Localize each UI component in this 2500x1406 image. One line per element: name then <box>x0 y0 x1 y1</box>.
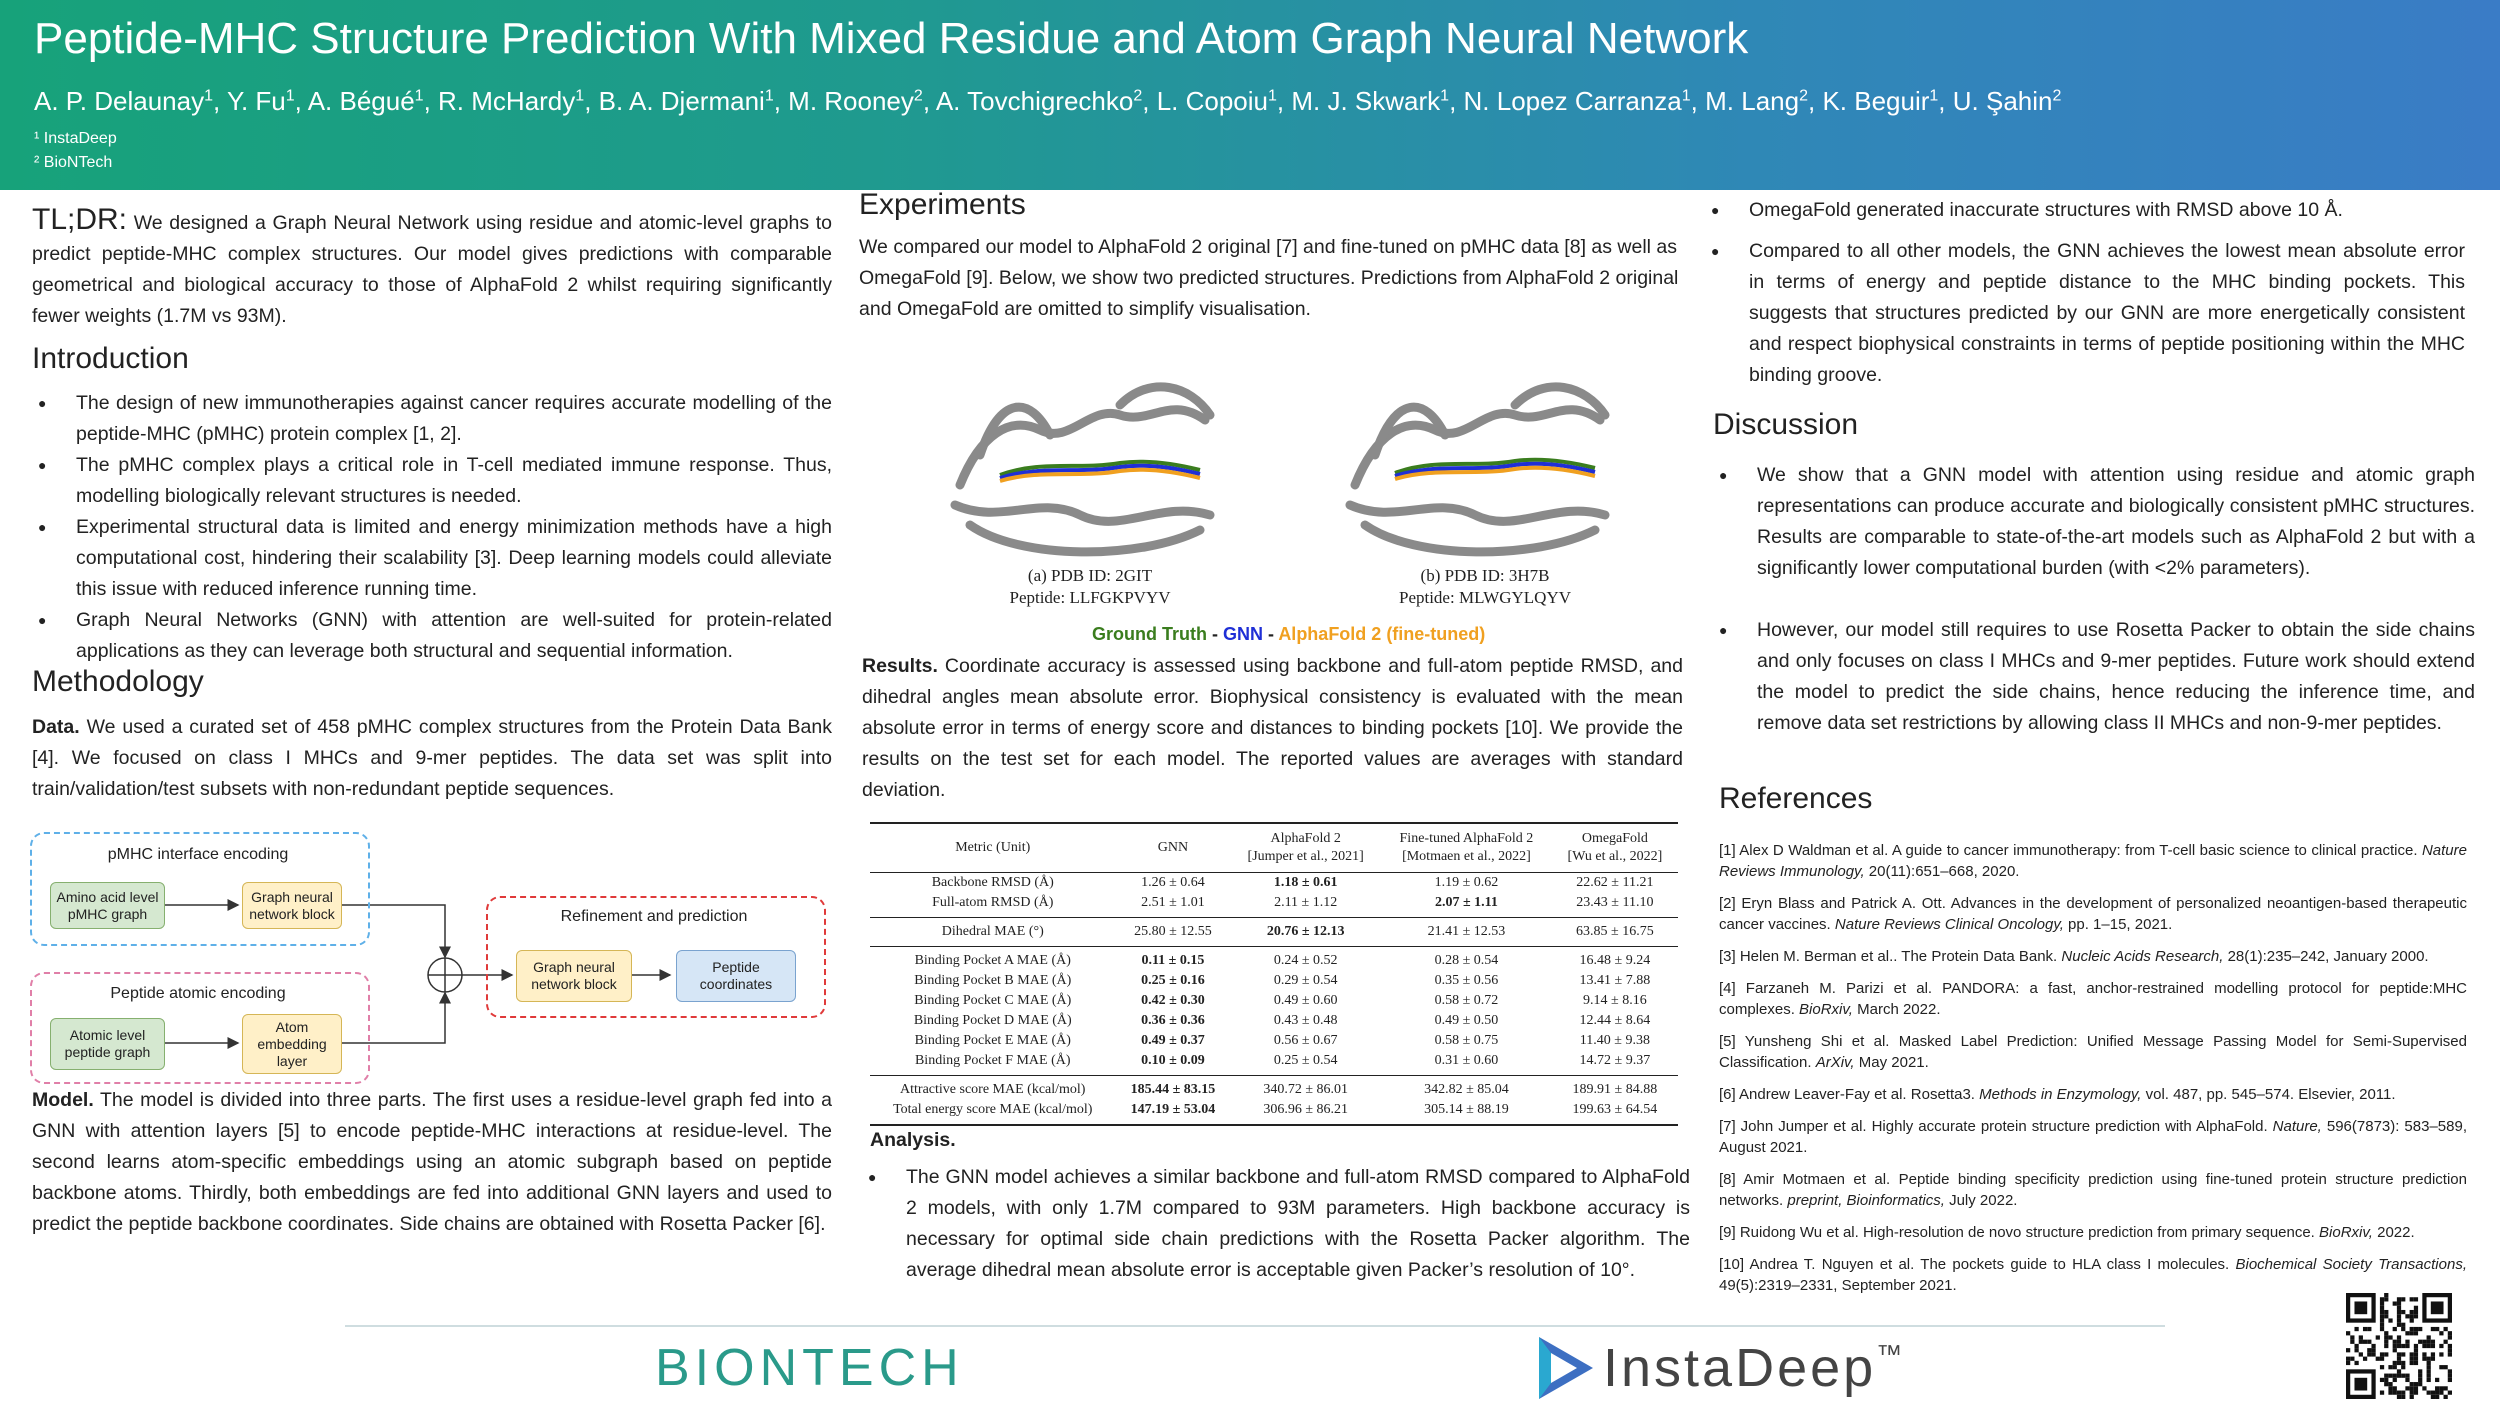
table-value-cell: 0.49 ± 0.60 <box>1273 993 1338 1008</box>
table-metric-cell: Binding Pocket A MAE (Å) <box>870 947 1116 972</box>
reference-text: [9] Ruidong Wu et al. High-resolution de novo structure prediction from primary sequence. <box>1719 1224 2320 1241</box>
author-name: L. Copoiu <box>1156 86 1269 116</box>
table-metric-cell: Binding Pocket F MAE (Å) <box>914 1053 1071 1068</box>
discussion-bullet: ● We show that a GNN model with attention using residue and atomic graph representations can produce accurate and biologically consistent pMHC structures. Results are comparable to state-of-the-art models such as AlphaFold 2 but with a significantly lower computational burden (with <2% parameters). <box>1713 460 2475 584</box>
figure-a-pdb: (a) PDB ID: 2GIT <box>1027 566 1153 585</box>
table-header-label: AlphaFold 2 <box>1270 831 1341 846</box>
reference-details: 2022. <box>2372 1224 2415 1241</box>
table-value-cell: 0.56 ± 0.67 <box>1273 1033 1338 1048</box>
reference-item <box>1719 893 2467 935</box>
table-value-cell: 2.11 ± 1.12 <box>1274 895 1338 910</box>
table-value-cell: 2.51 ± 1.01 <box>1141 895 1205 910</box>
reference-item <box>1719 1222 2467 1243</box>
reference-details: 20(11):651–668, 2020. <box>1864 863 2020 880</box>
table-value-cell: 0.29 ± 0.54 <box>1273 973 1338 988</box>
peptide-coordinates-box: Peptide coordinates <box>676 950 796 1002</box>
author-list: A. P. Delaunay$^1$, Y. Fu$^1$, A. Bégué$^1$, R. McHardy$^1$, B. A. Djermani$^1$, M. Rooney$^2$, A. Tovchigrechko$^2$, L. Copoiu$^1$, M. J. Skwark$^1$, N. Lopez Carranza$^1$, M. Lang$^2$, K. Beguir$^1$, U. Şahin$^2$ <box>34 86 2062 116</box>
reference-text: [3] Helen M. Berman et al.. The Protein Data Bank. <box>1719 948 2062 965</box>
author-affiliation-mark: 1 <box>414 87 424 105</box>
structure-image-3h7b <box>1335 375 1635 565</box>
reference-item <box>1719 1116 2467 1158</box>
author-name: U. Şahin <box>1952 86 2053 116</box>
reference-venue: ArXiv, <box>1815 1054 1855 1071</box>
reference-venue: BioRxiv, <box>2319 1224 2373 1241</box>
table-value-cell: 63.85 ± 16.75 <box>1552 918 1678 947</box>
table-metric-cell: Attractive score MAE (kcal/mol) <box>870 1076 1116 1101</box>
structure-legend <box>1092 624 1485 645</box>
table-value-cell: 0.43 ± 0.48 <box>1273 1013 1338 1028</box>
table-metric-cell: Binding Pocket D MAE (Å) <box>913 1013 1072 1028</box>
intro-bullet: ● Experimental structural data is limited and energy minimization methods have a high computational cost, hindering their scalability [3]. Deep learning models could alleviate this issue with reduced inference running time. <box>32 512 832 605</box>
author-name: A. Tovchigrechko <box>935 86 1134 116</box>
refinement-gnn-box: Graph neural network block <box>516 950 632 1002</box>
table-value-cell: 147.19 ± 53.04 <box>1130 1102 1216 1117</box>
figure-a-peptide: Peptide: LLFGKPVYV <box>1009 588 1171 607</box>
reference-item <box>1719 1169 2467 1211</box>
table-value-cell: 1.26 ± 0.64 <box>1141 875 1205 890</box>
discussion-heading: Discussion <box>1713 408 1859 441</box>
model-label: Model. <box>32 1089 94 1111</box>
author-affiliation-mark: 1 <box>1440 87 1450 105</box>
atomic-encoding-title: Peptide atomic encoding <box>110 985 286 1002</box>
methodology-heading: Methodology <box>32 665 204 698</box>
table-row <box>870 918 1678 947</box>
structure-image-2git <box>940 375 1240 565</box>
references-list <box>1719 840 2467 1307</box>
affiliation-2: ² BioNTech <box>34 154 113 171</box>
table-value-cell: 23.43 ± 11.10 <box>1576 895 1654 910</box>
figure-b-pdb: (b) PDB ID: 3H7B <box>1420 566 1550 585</box>
pmhc-encoding-title: pMHC interface encoding <box>107 846 289 863</box>
qr-code[interactable] <box>2346 1293 2452 1399</box>
table-value-cell: 0.25 ± 0.16 <box>1141 973 1205 988</box>
discussion-bullet: ● However, our model still requires to use Rosetta Packer to obtain the side chains and only focuses on class I MHCs and 9-mer peptides. Future work should extend the model to predict the side chains, hence reducing the inference time, and remove data set restrictions by allowing class II MHCs and non-9-mer peptides. <box>1713 615 2475 739</box>
table-row <box>870 893 1678 918</box>
author-affiliation-mark: 2 <box>1799 87 1808 105</box>
reference-venue: Nature Reviews Clinical Oncology, <box>1834 916 2064 933</box>
table-header-citation: [Jumper et al., 2021] <box>1247 849 1364 864</box>
reference-venue: Methods in Enzymology, <box>1979 1086 2142 1103</box>
table-row <box>870 971 1678 991</box>
table-header-cell <box>870 823 1116 873</box>
references-heading: References <box>1719 782 1873 815</box>
findings-bullet: ● Compared to all other models, the GNN achieves the lowest mean absolute error in terms of energy and peptide distance to the MHC binding pockets. This suggests that structures predicted by our GNN are more energetically consistent and respect biophysical constraints in terms of peptide positioning within the MHC binding groove. <box>1705 236 2465 391</box>
table-header-row <box>870 823 1678 873</box>
legend-separator: - <box>1262 624 1279 644</box>
figure-caption-a <box>960 565 1220 609</box>
author-affiliation-mark: 1 <box>764 87 774 105</box>
author-affiliation-mark: 1 <box>575 87 585 105</box>
reference-text: [5] Yunsheng Shi et al. Masked Label Prediction: Unified Message Passing Model for Semi-Supervised Classification. <box>1719 1033 2467 1071</box>
data-text: We used a curated set of 458 pMHC complex structures from the Protein Data Bank [4]. We focused on class I MHCs and 9-mer peptides. The data set was split into train/validation/test subsets with non-redundant peptide sequences. <box>32 716 833 800</box>
table-metric-cell: Binding Pocket E MAE (Å) <box>914 1033 1071 1048</box>
tldr-text: We designed a Graph Neural Network using residue and atomic-level graphs to predict peptide-MHC complex structures. Our model gives predictions with comparable geometrical and biological accuracy to those of AlphaFold 2 whilst requiring significantly fewer weights (1.7M vs 93M). <box>32 212 833 327</box>
table-value-cell: 0.28 ± 0.54 <box>1381 947 1552 972</box>
atom-embedding-box: Atom embedding layer <box>242 1014 342 1074</box>
introduction-heading: Introduction <box>32 342 189 375</box>
reference-text: [2] Eryn Blass and Patrick A. Ott. Advances in the development of personalized neoantigen-based therapeutic cancer vaccines. <box>1719 895 2467 933</box>
table-row <box>870 1051 1678 1076</box>
table-value-cell: 16.48 ± 9.24 <box>1552 947 1678 972</box>
table-value-cell: 11.40 ± 9.38 <box>1579 1033 1650 1048</box>
table-value-cell: 0.49 ± 0.50 <box>1434 1013 1499 1028</box>
reference-item <box>1719 1031 2467 1073</box>
instadeep-logo-text: InstaDeep <box>1603 1338 1877 1398</box>
table-value-cell: 25.80 ± 12.55 <box>1116 918 1231 947</box>
findings-bullet: ● OmegaFold generated inaccurate structures with RMSD above 10 Å. <box>1705 195 2465 226</box>
reference-venue: Nature Reviews Immunology, <box>1719 842 2467 880</box>
reference-details: 28(1):235–242, January 2000. <box>2223 948 2429 965</box>
table-row <box>870 1100 1678 1125</box>
reference-text: [8] Amir Motmaen et al. Peptide binding specificity prediction using fine-tuned protein structure prediction networks. <box>1719 1171 2467 1209</box>
author-affiliation-mark: 1 <box>204 87 213 105</box>
author-affiliation-mark: 1 <box>1929 87 1939 105</box>
methodology-data <box>32 712 832 805</box>
author-affiliation-mark: 2 <box>2052 87 2062 105</box>
poster-header <box>0 0 2500 190</box>
author-name: K. Beguir <box>1822 86 1930 116</box>
reference-item <box>1719 978 2467 1020</box>
reference-item <box>1719 1254 2467 1296</box>
reference-venue: preprint, Bioinformatics, <box>1787 1192 1945 1209</box>
table-value-cell: 0.35 ± 0.56 <box>1434 973 1499 988</box>
table-value-cell: 0.10 ± 0.09 <box>1141 1053 1205 1068</box>
reference-text: [4] Farzaneh M. Parizi et al. PANDORA: a fast, anchor-restrained modelling protocol for peptide:MHC complexes. <box>1719 980 2467 1018</box>
biontech-logo-text: BIONTECH <box>655 1339 964 1397</box>
poster-title: Peptide-MHC Structure Prediction With Mixed Residue and Atom Graph Neural Network <box>34 14 1749 63</box>
results-label: Results. <box>862 655 938 677</box>
table-row <box>870 947 1678 972</box>
amino-acid-graph-box: Amino acid level pMHC graph <box>50 882 165 929</box>
legend-separator: - <box>1206 624 1223 644</box>
table-value-cell: 199.63 ± 64.54 <box>1572 1102 1658 1117</box>
author-affiliation-mark: 1 <box>1268 87 1277 105</box>
author-affiliation-mark: 2 <box>913 87 923 105</box>
analysis-label-block <box>870 1125 956 1156</box>
biontech-logo <box>655 1338 964 1398</box>
author-name: M. Rooney <box>788 86 914 116</box>
analysis-bullet: ● The GNN model achieves a similar backbone and full-atom RMSD compared to AlphaFold 2 models, with only 1.7M compared to 93M parameters. High backbone accuracy is necessary for optimal side chain predictions with the Rosetta Packer algorithm. The average dihedral mean absolute error is acceptable given Packer’s resolution of 10°. <box>862 1162 1690 1286</box>
legend-ground-truth: Ground Truth <box>1092 624 1207 644</box>
table-row <box>870 873 1678 894</box>
model-architecture-diagram <box>30 830 830 1080</box>
instadeep-mark-icon <box>1535 1335 1597 1401</box>
table-value-cell: 0.11 ± 0.15 <box>1116 947 1231 972</box>
table-value-cell: 12.44 ± 8.64 <box>1579 1013 1651 1028</box>
analysis-list <box>862 1162 1690 1286</box>
reference-venue: Nucleic Acids Research, <box>2061 948 2224 965</box>
table-value-cell: 20.76 ± 12.13 <box>1230 918 1381 947</box>
author-name: B. A. Djermani <box>598 86 765 116</box>
author-affiliation-mark: 1 <box>1681 87 1691 105</box>
table-value-cell: 9.14 ± 8.16 <box>1583 993 1647 1008</box>
affiliation-1: ¹ InstaDeep <box>34 130 117 147</box>
reference-details: 596(7873): 583–589, August 2021. <box>1719 1118 2467 1156</box>
discussion-list <box>1713 460 2475 739</box>
table-value-cell: 306.96 ± 86.21 <box>1263 1102 1349 1117</box>
table-header-cell <box>1381 823 1552 873</box>
introduction-list <box>32 388 832 667</box>
author-name: Y. Fu <box>226 86 286 116</box>
instadeep-trademark: ™ <box>1876 1339 1903 1369</box>
table-metric-cell: Binding Pocket C MAE (Å) <box>914 993 1072 1008</box>
table-value-cell: 0.24 ± 0.52 <box>1230 947 1381 972</box>
reference-text: [10] Andrea T. Nguyen et al. The pockets guide to HLA class I molecules. <box>1719 1256 2236 1273</box>
reference-details: vol. 487, pp. 545–574. Elsevier, 2011. <box>2141 1086 2396 1103</box>
experiments-intro-text: We compared our model to AlphaFold 2 original [7] and fine-tuned on pMHC data [8] as well as OmegaFold [9]. Below, we show two predicted structures. Predictions from AlphaFold 2 original and OmegaFold are omitted to simplify visualisation. <box>859 236 1679 320</box>
table-value-cell: 305.14 ± 88.19 <box>1424 1102 1509 1117</box>
author-affiliation-mark: 1 <box>285 87 295 105</box>
table-value-cell: 0.36 ± 0.36 <box>1141 1013 1205 1028</box>
results-paragraph <box>862 651 1683 806</box>
reference-details: July 2022. <box>1944 1192 2018 1209</box>
reference-item <box>1719 1084 2467 1105</box>
author-name: R. McHardy <box>438 86 576 116</box>
table-header-cell <box>1230 823 1381 873</box>
reference-details: pp. 1–15, 2021. <box>2063 916 2173 933</box>
legend-alphafold: AlphaFold 2 (fine-tuned) <box>1278 624 1486 644</box>
table-value-cell: 0.58 ± 0.72 <box>1434 993 1499 1008</box>
data-label: Data. <box>32 716 80 738</box>
table-value-cell: 340.72 ± 86.01 <box>1230 1076 1381 1101</box>
footer-divider <box>345 1325 2165 1327</box>
atomic-graph-box: Atomic level peptide graph <box>50 1018 165 1070</box>
table-value-cell: 22.62 ± 11.21 <box>1576 875 1654 890</box>
reference-item <box>1719 946 2467 967</box>
experiments-intro <box>859 232 1683 325</box>
reference-text: [6] Andrew Leaver-Fay et al. Rosetta3. <box>1719 1086 1980 1103</box>
author-name: A. P. Delaunay <box>34 86 205 116</box>
reference-details: May 2021. <box>1854 1054 1929 1071</box>
table-row <box>870 1031 1678 1051</box>
experiments-heading: Experiments <box>859 188 1026 221</box>
table-value-cell: 13.41 ± 7.88 <box>1579 973 1651 988</box>
col3-bullets <box>1705 195 2465 391</box>
table-value-cell: 0.25 ± 0.54 <box>1273 1053 1338 1068</box>
reference-details: 49(5):2319–2331, September 2021. <box>1719 1277 1957 1294</box>
table-header-label: Metric (Unit) <box>955 840 1031 855</box>
intro-bullet: ● The pMHC complex plays a critical role in T-cell mediated immune response. Thus, modelling biologically relevant structures is needed. <box>32 450 832 512</box>
intro-bullet: ● Graph Neural Networks (GNN) with attention are well-suited for protein-related applications as they can leverage both structural and sequential information. <box>32 605 832 667</box>
refinement-title: Refinement and prediction <box>560 908 748 925</box>
table-header-cell <box>1552 823 1678 873</box>
author-name: N. Lopez Carranza <box>1463 86 1682 116</box>
results-text: Coordinate accuracy is assessed using backbone and full-atom peptide RMSD, and dihedral angles mean absolute error. Biophysical consistency is evaluated with the mean absolute error in terms of energy score and distances to binding pockets [10]. We provide the results on the test set for each model. The reported values are averages with standard deviation. <box>862 655 1683 801</box>
table-header-label: GNN <box>1157 840 1189 855</box>
figure-caption-b <box>1355 565 1615 609</box>
table-header-citation: [Motmaen et al., 2022] <box>1402 849 1531 864</box>
reference-venue: Biochemical Society Transactions, <box>2235 1256 2467 1273</box>
figure-b-peptide: Peptide: MLWGYLQYV <box>1398 588 1572 607</box>
table-header-label: OmegaFold <box>1581 831 1648 846</box>
table-value-cell: 0.31 ± 0.60 <box>1434 1053 1499 1068</box>
reference-text: [7] John Jumper et al. Highly accurate protein structure prediction with AlphaFold. <box>1719 1118 2273 1135</box>
table-metric-cell: Total energy score MAE (kcal/mol) <box>893 1102 1093 1117</box>
analysis-label: Analysis. <box>870 1129 956 1151</box>
author-name: M. Lang <box>1705 86 1800 116</box>
table-value-cell: 1.19 ± 0.62 <box>1434 875 1499 890</box>
table-header-citation: [Wu et al., 2022] <box>1567 849 1663 864</box>
tldr-label: TL;DR: <box>32 203 128 236</box>
results-table <box>870 822 1678 1126</box>
table-header-cell <box>1116 823 1231 873</box>
table-metric-cell: Dihedral MAE (°) <box>870 918 1116 947</box>
table-header-label: Fine-tuned AlphaFold 2 <box>1399 831 1534 846</box>
author-name: M. J. Skwark <box>1291 86 1441 116</box>
table-value-cell: 0.49 ± 0.37 <box>1141 1033 1205 1048</box>
reference-details: March 2022. <box>1852 1001 1941 1018</box>
table-metric-cell: Backbone RMSD (Å) <box>931 875 1054 890</box>
table-row <box>870 1011 1678 1031</box>
table-row <box>870 991 1678 1011</box>
table-value-cell: 1.18 ± 0.61 <box>1273 875 1338 890</box>
reference-item <box>1719 840 2467 882</box>
table-metric-cell: Binding Pocket B MAE (Å) <box>914 973 1072 988</box>
table-row <box>870 1076 1678 1101</box>
table-value-cell: 342.82 ± 85.04 <box>1381 1076 1552 1101</box>
reference-text: [1] Alex D Waldman et al. A guide to cancer immunotherapy: from T-cell basic science to clinical practice. <box>1719 842 2422 859</box>
table-value-cell: 2.07 ± 1.11 <box>1434 895 1498 910</box>
author-name: A. Bégué <box>307 86 415 116</box>
intro-bullet: ● The design of new immunotherapies against cancer requires accurate modelling of the peptide-MHC (pMHC) protein complex [1, 2]. <box>32 388 832 450</box>
instadeep-logo <box>1535 1335 1902 1401</box>
table-value-cell: 0.58 ± 0.75 <box>1434 1033 1499 1048</box>
table-metric-cell: Full-atom RMSD (Å) <box>932 895 1054 910</box>
legend-gnn: GNN <box>1222 624 1263 644</box>
model-text: The model is divided into three parts. The first uses a residue-level graph fed into a GNN with attention layers [5] to encode peptide-MHC interactions at residue-level. The second learns atom-specific embeddings using an atomic subgraph based on peptide backbone atoms. Thirdly, both embeddings are fed into additional GNN layers and used to predict the peptide backbone coordinates. Side chains are obtained with Rosetta Packer [6]. <box>32 1089 832 1235</box>
reference-venue: BioRxiv, <box>1799 1001 1853 1018</box>
methodology-model <box>32 1085 832 1240</box>
table-value-cell: 185.44 ± 83.15 <box>1116 1076 1231 1101</box>
author-affiliation-mark: 2 <box>1133 87 1143 105</box>
table-value-cell: 14.72 ± 9.37 <box>1579 1053 1651 1068</box>
table-value-cell: 189.91 ± 84.88 <box>1552 1076 1678 1101</box>
tldr-section <box>32 204 832 332</box>
pmhc-gnn-block-box: Graph neural network block <box>242 882 342 929</box>
table-value-cell: 21.41 ± 12.53 <box>1381 918 1552 947</box>
table-value-cell: 0.42 ± 0.30 <box>1141 993 1205 1008</box>
reference-venue: Nature, <box>2272 1118 2322 1135</box>
